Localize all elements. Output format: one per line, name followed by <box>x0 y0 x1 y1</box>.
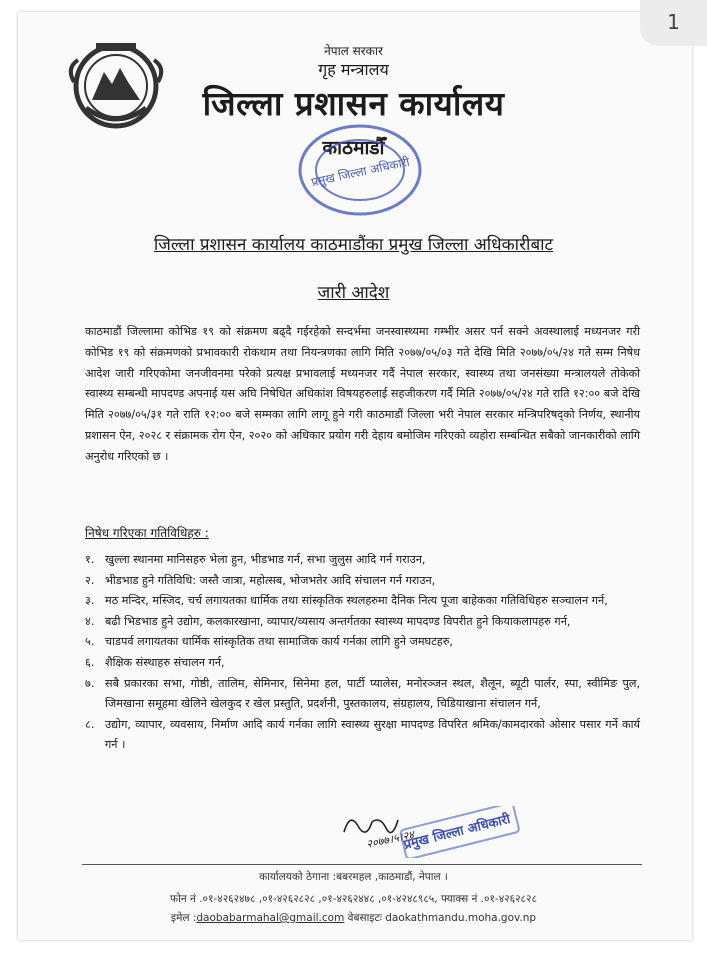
item-number: ८. <box>85 717 95 731</box>
subject-heading: जिल्ला प्रशासन कार्यालय काठमाडौंका प्रमुख जिल्ला अधिकारीबाट <box>153 235 554 255</box>
stamp-text: प्रमुख जिल्ला अधिकारी <box>309 154 411 190</box>
list-item <box>85 715 640 756</box>
official-stamp-icon <box>292 118 428 222</box>
item-number: ४. <box>85 614 95 628</box>
item-text: सबै प्रकारका सभा, गोष्ठी, तालिम, सेमिनार, सिनेमा हल, पार्टी प्यालेस, मनोरञ्जन स्थल, शैलून, ब्यूटी पार्लर, स्पा, स्वीमिङ पुल, जिमखाना समूहमा खेलिने खेलकुद र खेल प्रस्तुति, प्रदर्शनी, पुस्तकालय, संग्रहालय, चिडियाखाना संचालन गर्न, <box>105 676 640 711</box>
item-number: ३. <box>85 594 95 608</box>
list-item <box>85 612 640 633</box>
item-number: ६. <box>85 655 95 669</box>
item-text: उद्योग, व्यापार, व्यवसाय, निर्माण आदि कार्य गर्नका लागि स्वास्थ्य सुरक्षा मापदण्ड विपरित श्रमिक/कामदारको ओसार पसार गर्ने कार्य गर्न । <box>105 717 640 752</box>
list-item <box>85 571 640 592</box>
office-name: जिल्ला प्रशासन कार्यालय <box>202 84 505 123</box>
list-item <box>85 653 640 674</box>
item-text: चाडपर्व लगायतका धार्मिक सांस्कृतिक तथा सामाजिक कार्य गर्नका लागि हुने जमघटहरु, <box>105 635 453 649</box>
prohibited-activities-heading: निषेध गरिएका गतिविधिहरु : <box>85 526 209 540</box>
signatory-title: प्रमुख जिल्ला अधिकारी <box>402 811 512 853</box>
district-name: काठमाडौँ <box>322 137 385 159</box>
contact-line <box>0 911 707 925</box>
item-text: भीडभाड हुने गतिविधि: जस्तै जात्रा, महोत्सब, भोजभतेर आदि संचालन गर्न गराउन, <box>105 573 436 587</box>
item-text: खुल्ला स्थानमा मानिसहरु भेला हुन, भीडभाड गर्न, सभा जुलुस आदि गर्न गराउन, <box>105 553 426 566</box>
office-address: कार्यालयको ठेगाना :बबरमहल ,काठमाडौं, नेपाल । <box>259 871 448 883</box>
order-title: जारी आदेश <box>317 283 390 303</box>
item-number: १. <box>85 553 95 566</box>
list-item <box>85 591 640 612</box>
government-name: नेपाल सरकार <box>324 44 383 58</box>
footer-divider <box>82 864 642 865</box>
prohibited-activities-list <box>85 550 640 756</box>
phone-numbers: फोन नं .०१-४२६२४७८ ,०१-४२६२८२८ ,०१-४२६२४४८ ,०१-४२४८९८५, फ्याक्स नं .०१-४२६२८२८ <box>170 893 537 905</box>
item-text: बढी भिडभाड हुने उद्योग, कलकारखाना, व्यापार/व्यसाय अन्तर्गतका स्वास्थ्य मापदण्ड विपरीत हुने कियाकलापहरु गर्न, <box>105 614 571 628</box>
list-item <box>85 550 640 571</box>
list-item <box>85 632 640 653</box>
item-number: २. <box>85 573 95 587</box>
email-link[interactable]: daobabarmahal@gmail.com <box>196 912 345 924</box>
signature-date: २०७७।५।२४ <box>365 828 416 851</box>
item-text: मठ मन्दिर, मस्जिद, चर्च लगायतका धार्मिक तथा सांस्कृतिक स्थलहरुमा दैनिक नित्य पूजा बाहेकका गतिविधिहरु सञ्चालन गर्न, <box>105 594 608 608</box>
item-number: ५. <box>85 635 95 649</box>
item-text: शैक्षिक संस्थाहरु संचालन गर्न, <box>105 655 225 669</box>
item-number: ७. <box>85 676 95 690</box>
ministry-name: गृह मन्त्रालय <box>318 60 389 79</box>
list-item <box>85 674 640 715</box>
email-label: इमेल : <box>170 912 197 924</box>
page-number-badge: 1 <box>640 0 707 46</box>
website-label: वेबसाइटः <box>347 912 382 924</box>
order-paragraph: काठमाडौं जिल्लामा कोभिड १९ को संक्रमण बढ्दै गईरहेको सन्दर्भमा जनस्वास्थ्यमा गम्भीर असर पर्न सक्ने अवस्थालाई मध्यनजर गरी कोभिड १९ को संक्रमणको प्रभावकारी रोकथाम तथा नियन्त्रणका लागि मिति २०७७/०५/०३ गते देखि मिति २०७७/०५/२४ गते सम्म निषेध आदेश जारी गरिएकोमा जनजीवनमा परेको प्रत्यक्ष प्रभावलाई मध्यनजर गर्दै नेपाल सरकार, स्वास्थ्य तथा जनसंख्या मन्त्रालयले तोकेको स्वास्थ्य सम्बन्धी मापदण्ड अपनाई यस अघि निषेधित अधिकांश विषयहरुलाई सहजीकरण गर्दै मिति २०७७/०५/२४ गते राति १२:०० बजे देखि मिति २०७७/०५/३१ गते राति १२:०० बजे सम्मका लागि लागू हुने गरी काठमाडौं जिल्ला भरी नेपाल सरकार मन्त्रिपरिषद्को निर्णय, स्थानीय प्रशासन ऐन, २०२८ र संक्रामक रोग ऐन, २०२० को अधिकार प्रयोग गरी देहाय बमोजिम गरिएको व्यहोरा सम्बन्धित सबैको जानकारीको लागि अनुरोध गरिएको छ । <box>85 325 640 463</box>
website-link[interactable]: daokathmandu.moha.gov.np <box>385 912 537 924</box>
